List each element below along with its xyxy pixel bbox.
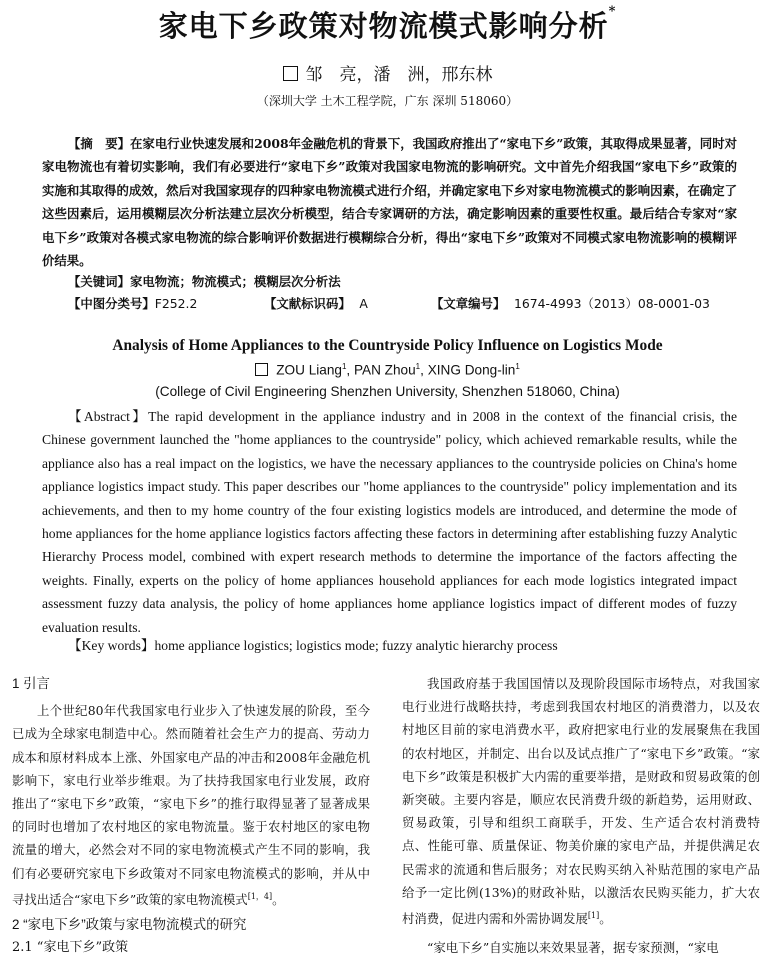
article-number: 【文章编号】 1674-4993（2013）08-0001-03 xyxy=(431,296,710,311)
affiliation: （深圳大学 土木工程学院，广东 深圳 518060） xyxy=(256,94,519,108)
right-paragraph-2: “家电下乡”自实施以来效果显著，据专家预测，“家电 xyxy=(427,940,719,956)
abstract-en-text: The rapid development in the appliance industry and in 2008 in the context of the financial crisis, the Chinese government launched the "home appliances to the countryside" policy, which achieved remarkable results, while the appliance also has a real impact on the logistics, we have the necessary appliances to the countryside policies on China's home appliance logistics impact study. This paper describes our "home appliances to the countryside" policy implementation and its achievements, and then to my home country of the four existing logistics models are introduced, and determine the mode of home appliances for the home appliance logistics factors affecting these factors in determining after establishing fuzzy Analytic Hierarchy Process model, combined with expert research methods to determine the importance of the factors affecting the weights. Finally, experts on the policy of home appliances household appliances for each mode logistics integrated impact assessment fuzzy data analysis, the policy of home appliances home appliance logistics impact of different modes of fuzzy evaluation results. xyxy=(42,409,737,635)
section-2-heading: 2 “家电下乡”政策与家电物流模式的研究 xyxy=(12,917,247,933)
paper-title: 家电下乡政策对物流模式影响分析* xyxy=(158,4,617,43)
authors: 邹 亮，潘 洲，邢东林 xyxy=(305,65,493,85)
keywords-en xyxy=(68,634,558,654)
author-box-icon xyxy=(283,66,298,81)
body-right-column xyxy=(402,672,760,960)
meta-classification-row xyxy=(68,294,738,312)
section-2-1-heading: 2.1 “家电下乡”政策 xyxy=(12,940,129,956)
body-left-column xyxy=(12,672,370,960)
abstract-cn-label: 【摘 要】 xyxy=(68,136,131,151)
citation: [1，4] xyxy=(247,891,273,901)
english-authors: ZOU Liang$^1$, PAN Zhou$^1$, XING Dong-lin$^1$ xyxy=(0,362,775,378)
abstract-en-label: 【Abstract】 xyxy=(68,409,149,424)
section-1-heading: 1 引言 xyxy=(12,676,50,691)
doc-code: 【文献标识码】 A xyxy=(264,296,368,311)
citation: [1] xyxy=(587,911,600,921)
keywords-en-label: 【Key words】 xyxy=(68,638,155,653)
english-title: Analysis of Home Appliances to the Countryside Policy Influence on Logistics Mode xyxy=(112,337,663,354)
section-1-paragraph: 上个世纪80年代我国家电行业步入了快速发展的阶段，至今已成为全球家电制造中心。然而随着社会生产力的提高、劳动力成本和原材料成本上涨、外国家电产品的冲击和2008年金融危机影响下，家电行业举步维艰。为了扶持我国家电行业发展，政府推出了“家电下乡”政策，“家电下乡”的推行取得显著了显著成果的同时也增加了农村地区的家电物流量。鉴于农村地区的家电物流量的增大，必然会对不同的家电物流模式产生不同的影响，我们有必要研究家电下乡政策对不同家电物流模式的影响，并从中寻找出适合“家电下乡”政策的家电物流模式[1，4]。 xyxy=(12,703,370,907)
abstract-cn xyxy=(42,132,737,272)
abstract-en xyxy=(42,405,737,639)
keywords-en-text: home appliance logistics; logistics mode; fuzzy analytic hierarchy process xyxy=(154,638,558,653)
abstract-cn-text: 在家电行业快速发展和2008年金融危机的背景下，我国政府推出了“家电下乡”政策，其取得成果显著，同时对家电物流也有着切实影响，我们有必要进行“家电下乡”政策对我国家电物流的影响研究。文中首先介绍我国“家电下乡”政策的实施和其取得的成效，然后对我国家现存的四种家电物流模式进行介绍，并确定家电下乡对家电物流模式的影响因素，在确定了这些因素后，运用模糊层次分析法建立层次分析模型，结合专家调研的方法，确定影响因素的重要性权重。最后结合专家对“家电下乡”政策对各模式家电物流的综合影响评价数据进行模糊综合分析，得出“家电下乡”政策对不同模式家电物流影响的模糊评价结果。 xyxy=(42,136,737,269)
keywords-cn-text: 家电物流；物流模式；模糊层次分析法 xyxy=(129,274,341,289)
title-footnote-mark: * xyxy=(608,4,617,19)
right-paragraph-1: 我国政府基于我国国情以及现阶段国际市场特点，对我国家电行业进行战略扶持，考虑到我国农村地区的消费潜力，以及农村地区目前的家电消费水平，政府把家电行业的发展聚焦在我国的农村地区，并制定、出台以及试点推广了“家电下乡”政策。“家电下乡”政策是积极扩大内需的重要举措，是财政和贸易政策的创新突破。主要内容是，顺应农民消费升级的新趋势，运用财政、贸易政策，引导和组织工商联手，开发、生产适合农村消费特点、性能可靠、质量保证、物美价廉的家电产品，并提供满足农民需求的流通和售后服务；对农民购买纳入补贴范围的家电产品给予一定比例(13%)的财政补贴，以激活农民购买能力，扩大农村消费，促进内需和外需协调发展[1]。 xyxy=(402,676,760,927)
author-box-icon-en xyxy=(255,363,268,376)
classification: 【中图分类号】F252.2 xyxy=(68,296,198,311)
keywords-cn-label: 【关键词】 xyxy=(68,274,130,289)
english-affiliation: (College of Civil Engineering Shenzhen University, Shenzhen 518060, China) xyxy=(155,384,620,399)
author-line xyxy=(0,60,775,85)
keywords-cn xyxy=(68,272,341,290)
